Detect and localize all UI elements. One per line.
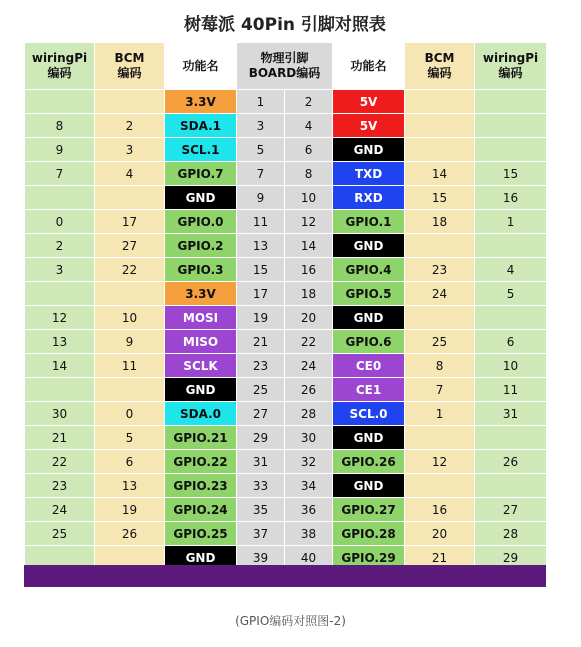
- wiringpi-right-cell: [475, 138, 547, 162]
- bcm-right-cell: 24: [405, 282, 475, 306]
- physical-even-cell: 10: [285, 186, 333, 210]
- function-left-cell: SCL.1: [165, 138, 237, 162]
- physical-odd-cell: 19: [237, 306, 285, 330]
- function-right-cell: GND: [333, 474, 405, 498]
- bcm-left-cell: 27: [95, 234, 165, 258]
- bcm-right-cell: [405, 234, 475, 258]
- table-row: [25, 90, 547, 114]
- table-row: [25, 354, 547, 378]
- table-row: [25, 282, 547, 306]
- wiringpi-right-cell: [475, 474, 547, 498]
- pin-chart: [24, 2, 546, 585]
- wiringpi-right-cell: 15: [475, 162, 547, 186]
- table-row: [25, 162, 547, 186]
- physical-even-cell: 26: [285, 378, 333, 402]
- bcm-right-cell: [405, 474, 475, 498]
- function-left-cell: SDA.1: [165, 114, 237, 138]
- table-row: [25, 498, 547, 522]
- function-right-cell: GPIO.1: [333, 210, 405, 234]
- function-left-cell: GPIO.24: [165, 498, 237, 522]
- physical-even-cell: 40: [285, 546, 333, 570]
- wiringpi-left-cell: 3: [25, 258, 95, 282]
- wiringpi-left-cell: [25, 282, 95, 306]
- function-right-cell: GPIO.28: [333, 522, 405, 546]
- wiringpi-right-cell: [475, 306, 547, 330]
- wiringpi-left-cell: 7: [25, 162, 95, 186]
- bcm-right-cell: 20: [405, 522, 475, 546]
- bcm-right-cell: 16: [405, 498, 475, 522]
- function-right-cell: GPIO.27: [333, 498, 405, 522]
- wiringpi-left-cell: 8: [25, 114, 95, 138]
- bcm-left-cell: 3: [95, 138, 165, 162]
- bcm-left-cell: 19: [95, 498, 165, 522]
- physical-even-cell: 4: [285, 114, 333, 138]
- physical-even-cell: 8: [285, 162, 333, 186]
- function-right-cell: GND: [333, 306, 405, 330]
- physical-odd-cell: 23: [237, 354, 285, 378]
- bcm-left-cell: 11: [95, 354, 165, 378]
- wiringpi-left-cell: 13: [25, 330, 95, 354]
- physical-odd-cell: 27: [237, 402, 285, 426]
- header-physical: 物理引脚 BOARD编码: [237, 43, 333, 90]
- bcm-left-cell: 5: [95, 426, 165, 450]
- function-right-cell: CE0: [333, 354, 405, 378]
- pin-table: [24, 42, 547, 570]
- header-function-left: 功能名: [165, 43, 237, 90]
- physical-even-cell: 20: [285, 306, 333, 330]
- table-row: [25, 330, 547, 354]
- physical-even-cell: 22: [285, 330, 333, 354]
- wiringpi-right-cell: [475, 90, 547, 114]
- wiringpi-right-cell: 29: [475, 546, 547, 570]
- bcm-left-cell: 0: [95, 402, 165, 426]
- bcm-left-cell: 22: [95, 258, 165, 282]
- figure-caption: (GPIO编码对照图-2): [235, 614, 346, 628]
- wiringpi-right-cell: [475, 234, 547, 258]
- bcm-right-cell: [405, 426, 475, 450]
- table-row: [25, 450, 547, 474]
- function-right-cell: GND: [333, 138, 405, 162]
- bcm-left-cell: [95, 186, 165, 210]
- bcm-right-cell: [405, 306, 475, 330]
- wiringpi-left-cell: 25: [25, 522, 95, 546]
- table-row: [25, 258, 547, 282]
- wiringpi-right-cell: 6: [475, 330, 547, 354]
- physical-even-cell: 28: [285, 402, 333, 426]
- physical-even-cell: 30: [285, 426, 333, 450]
- bcm-right-cell: 12: [405, 450, 475, 474]
- function-left-cell: GND: [165, 546, 237, 570]
- physical-even-cell: 36: [285, 498, 333, 522]
- wiringpi-right-cell: [475, 114, 547, 138]
- bcm-right-cell: [405, 90, 475, 114]
- function-right-cell: CE1: [333, 378, 405, 402]
- function-left-cell: GPIO.25: [165, 522, 237, 546]
- physical-even-cell: 2: [285, 90, 333, 114]
- function-right-cell: TXD: [333, 162, 405, 186]
- header-wiringpi-left: wiringPi 编码: [25, 43, 95, 90]
- wiringpi-right-cell: 28: [475, 522, 547, 546]
- wiringpi-left-cell: 22: [25, 450, 95, 474]
- bcm-right-cell: 14: [405, 162, 475, 186]
- bcm-left-cell: [95, 282, 165, 306]
- bcm-right-cell: 15: [405, 186, 475, 210]
- table-row: [25, 114, 547, 138]
- wiringpi-left-cell: [25, 90, 95, 114]
- physical-even-cell: 6: [285, 138, 333, 162]
- bcm-right-cell: 23: [405, 258, 475, 282]
- bcm-left-cell: 4: [95, 162, 165, 186]
- bcm-left-cell: 6: [95, 450, 165, 474]
- physical-even-cell: 38: [285, 522, 333, 546]
- chart-title: 树莓派 40Pin 引脚对照表: [184, 14, 386, 35]
- bcm-left-cell: 10: [95, 306, 165, 330]
- table-row: [25, 522, 547, 546]
- wiringpi-right-cell: 1: [475, 210, 547, 234]
- wiringpi-left-cell: 0: [25, 210, 95, 234]
- bcm-left-cell: 26: [95, 522, 165, 546]
- function-left-cell: GPIO.21: [165, 426, 237, 450]
- function-left-cell: GPIO.22: [165, 450, 237, 474]
- header-bcm-right: BCM 编码: [405, 43, 475, 90]
- table-row: [25, 138, 547, 162]
- bcm-left-cell: 2: [95, 114, 165, 138]
- function-right-cell: GPIO.6: [333, 330, 405, 354]
- physical-odd-cell: 37: [237, 522, 285, 546]
- function-left-cell: 3.3V: [165, 282, 237, 306]
- wiringpi-left-cell: 23: [25, 474, 95, 498]
- function-left-cell: GPIO.2: [165, 234, 237, 258]
- physical-even-cell: 24: [285, 354, 333, 378]
- table-row: [25, 210, 547, 234]
- table-row: [25, 474, 547, 498]
- table-row: [25, 234, 547, 258]
- table-row: [25, 306, 547, 330]
- bcm-right-cell: [405, 138, 475, 162]
- physical-even-cell: 16: [285, 258, 333, 282]
- wiringpi-right-cell: 5: [475, 282, 547, 306]
- bcm-right-cell: 1: [405, 402, 475, 426]
- bcm-right-cell: 25: [405, 330, 475, 354]
- bcm-left-cell: 17: [95, 210, 165, 234]
- wiringpi-left-cell: [25, 186, 95, 210]
- wiringpi-left-cell: 24: [25, 498, 95, 522]
- physical-odd-cell: 35: [237, 498, 285, 522]
- header-row: [25, 43, 547, 90]
- physical-odd-cell: 17: [237, 282, 285, 306]
- bcm-right-cell: 7: [405, 378, 475, 402]
- physical-odd-cell: 21: [237, 330, 285, 354]
- function-left-cell: GPIO.3: [165, 258, 237, 282]
- bcm-right-cell: 18: [405, 210, 475, 234]
- physical-odd-cell: 7: [237, 162, 285, 186]
- physical-odd-cell: 11: [237, 210, 285, 234]
- wiringpi-right-cell: [475, 426, 547, 450]
- function-right-cell: GND: [333, 234, 405, 258]
- pin-table-body: [25, 90, 547, 570]
- function-right-cell: 5V: [333, 90, 405, 114]
- bcm-right-cell: 8: [405, 354, 475, 378]
- wiringpi-right-cell: 11: [475, 378, 547, 402]
- physical-odd-cell: 13: [237, 234, 285, 258]
- wiringpi-right-cell: 10: [475, 354, 547, 378]
- wiringpi-left-cell: 14: [25, 354, 95, 378]
- wiringpi-right-cell: 4: [475, 258, 547, 282]
- function-left-cell: MOSI: [165, 306, 237, 330]
- physical-even-cell: 32: [285, 450, 333, 474]
- physical-odd-cell: 9: [237, 186, 285, 210]
- physical-odd-cell: 31: [237, 450, 285, 474]
- wiringpi-left-cell: 30: [25, 402, 95, 426]
- bcm-right-cell: [405, 114, 475, 138]
- bcm-left-cell: [95, 378, 165, 402]
- wiringpi-left-cell: 12: [25, 306, 95, 330]
- function-right-cell: GPIO.4: [333, 258, 405, 282]
- header-wiringpi-right: wiringPi 编码: [475, 43, 547, 90]
- function-left-cell: GPIO.7: [165, 162, 237, 186]
- function-left-cell: GND: [165, 186, 237, 210]
- function-left-cell: SCLK: [165, 354, 237, 378]
- function-right-cell: GPIO.29: [333, 546, 405, 570]
- function-left-cell: GPIO.23: [165, 474, 237, 498]
- function-right-cell: GND: [333, 426, 405, 450]
- function-right-cell: SCL.0: [333, 402, 405, 426]
- bcm-right-cell: 21: [405, 546, 475, 570]
- physical-even-cell: 18: [285, 282, 333, 306]
- table-row: [25, 402, 547, 426]
- wiringpi-right-cell: 16: [475, 186, 547, 210]
- function-right-cell: RXD: [333, 186, 405, 210]
- wiringpi-left-cell: 9: [25, 138, 95, 162]
- bcm-left-cell: [95, 90, 165, 114]
- function-left-cell: 3.3V: [165, 90, 237, 114]
- wiringpi-left-cell: 2: [25, 234, 95, 258]
- physical-odd-cell: 15: [237, 258, 285, 282]
- bcm-left-cell: 13: [95, 474, 165, 498]
- function-left-cell: GPIO.0: [165, 210, 237, 234]
- header-bcm-left: BCM 编码: [95, 43, 165, 90]
- physical-odd-cell: 25: [237, 378, 285, 402]
- physical-odd-cell: 29: [237, 426, 285, 450]
- function-right-cell: GPIO.26: [333, 450, 405, 474]
- table-row: [25, 186, 547, 210]
- physical-even-cell: 34: [285, 474, 333, 498]
- function-left-cell: MISO: [165, 330, 237, 354]
- function-right-cell: 5V: [333, 114, 405, 138]
- physical-even-cell: 14: [285, 234, 333, 258]
- footer-bar: [24, 565, 546, 587]
- function-left-cell: SDA.0: [165, 402, 237, 426]
- header-function-right: 功能名: [333, 43, 405, 90]
- wiringpi-left-cell: [25, 378, 95, 402]
- physical-odd-cell: 5: [237, 138, 285, 162]
- function-left-cell: GND: [165, 378, 237, 402]
- physical-even-cell: 12: [285, 210, 333, 234]
- wiringpi-right-cell: 31: [475, 402, 547, 426]
- physical-odd-cell: 33: [237, 474, 285, 498]
- wiringpi-right-cell: 26: [475, 450, 547, 474]
- physical-odd-cell: 1: [237, 90, 285, 114]
- wiringpi-right-cell: 27: [475, 498, 547, 522]
- bcm-left-cell: 9: [95, 330, 165, 354]
- table-row: [25, 426, 547, 450]
- wiringpi-left-cell: 21: [25, 426, 95, 450]
- physical-odd-cell: 3: [237, 114, 285, 138]
- function-right-cell: GPIO.5: [333, 282, 405, 306]
- table-row: [25, 378, 547, 402]
- physical-odd-cell: 39: [237, 546, 285, 570]
